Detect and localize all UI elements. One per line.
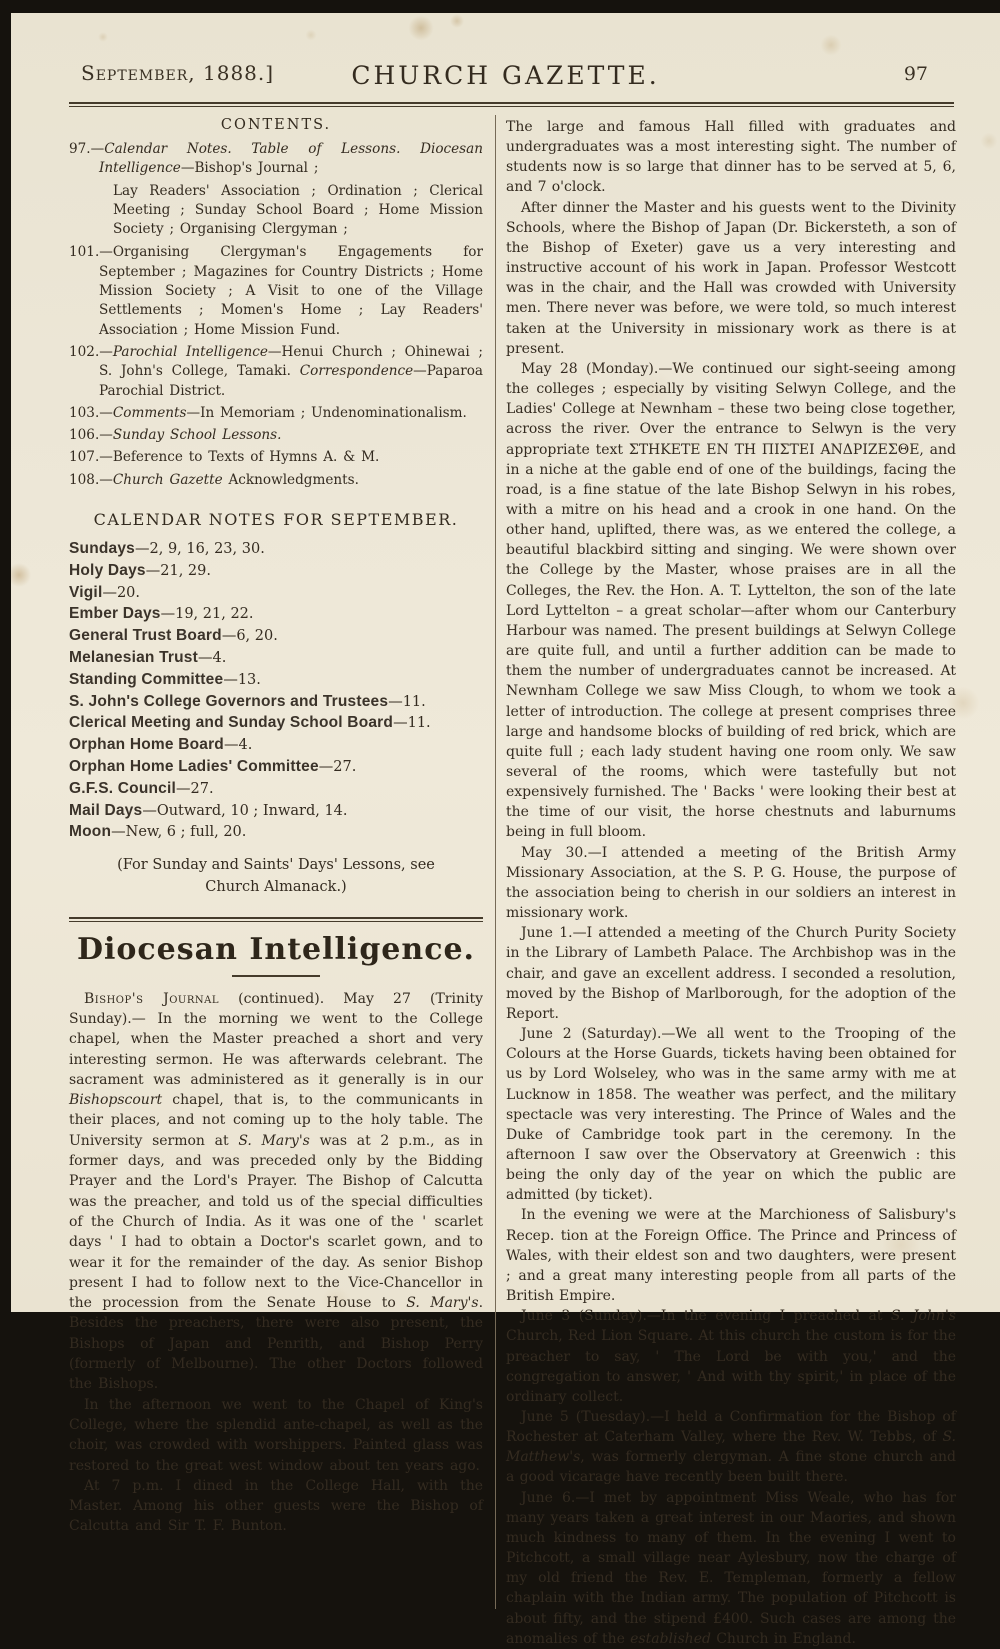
calendar-entry-label: Vigil bbox=[69, 583, 103, 601]
journal-paragraph: June 6.—I met by appointment Miss Weale, who has for many years taken a great interest in our Maories, and shown much kindness to many of them. In the evening I went to Pitchcott, a small village near Aylesbury, now the charge of my old friend the Rev. E. Templeman, formerly a fellow chaplain with the Indian army. The population of Pitchcott is about fifty, and the stipend £400. Such cases are among the anomalies of the established Church in England. bbox=[506, 1489, 956, 1647]
calendar-entry-value: —11. bbox=[393, 715, 431, 732]
calendar-entry-label: Moon bbox=[69, 823, 112, 841]
calendar-entry-label: G.F.S. Council bbox=[69, 779, 177, 797]
journal-paragraph: The large and famous Hall filled with graduates and undergraduates was a most interesting sight. The number of students now is so large that dinner has to be served at 5, 6, and 7 o'clock. bbox=[506, 119, 956, 196]
journal-paragraph: Bishop's Journal (continued). May 27 (Trinity Sunday).— In the morning we went to the College chapel, when the Master preached a short and very interesting sermon. He was afterwards celebrant. The sacrament was administered as it generally is in our Bishopscourt chapel, that is, to the communicants in their places, and not coming up to the holy table. The University sermon at S. Mary's was at 2 p.m., as in former days, and was preceded only by the Bidding Prayer and the Lord's Prayer. The Bishop of Calcutta was the preacher, and told us of the special difficulties of the Church of India. As it was one of the ' scarlet days ' I had to obtain a Doctor's scarlet gown, and to wear it for the remainder of the day. As senior Bishop present I had to follow next to the Vice-Chancellor in the procession from the Senate House to S. Mary's. Besides the preachers, there were also present, the Bishops of Japan and Penrith, and Bishop Perry (formerly of Melbourne). The other Doctors followed the Bishops. bbox=[69, 990, 484, 1393]
journal-paragraph: At 7 p.m. I dined in the College Hall, with the Master. Among his other guests were the Bishop of Calcutta and Sir T. F. Bunton. bbox=[69, 1477, 483, 1535]
calendar-entry-value: —4. bbox=[197, 650, 227, 667]
calendar-entry-value: —New, 6 ; full, 20. bbox=[111, 824, 247, 841]
issue-date: September, 1888.] bbox=[81, 61, 275, 85]
section-rule-top bbox=[69, 917, 483, 922]
journal-paragraph: June 3 (Sunday).—In the evening I preached at S. John's Church, Red Lion Square. At this church the custom is for the preacher to say, ' The Lord be with you,' and the congregation to answer, ' And with thy spirit,' in place of the ordinary collect. bbox=[506, 1308, 956, 1405]
calendar-entry-value: —27. bbox=[176, 780, 214, 797]
calendar-entry-label: Orphan Home Ladies' Committee bbox=[69, 758, 319, 776]
contents-item: Lay Readers' Association ; Ordination ; Clerical Meeting ; Sunday School Board ; Home Mission Society ; Organising Clergyman ; bbox=[113, 182, 483, 238]
calendar-heading: CALENDAR NOTES FOR SEPTEMBER. bbox=[93, 510, 459, 530]
page-title: CHURCH GAZETTE. bbox=[351, 61, 660, 90]
calendar-entry-value: —21, 29. bbox=[145, 562, 211, 579]
calendar-entry-label: Mail Days bbox=[69, 801, 143, 819]
calendar-entry-value: —13. bbox=[223, 671, 261, 688]
gazette-page bbox=[11, 13, 1000, 1647]
calendar-entry-label: Standing Committee bbox=[69, 670, 224, 688]
calendar-entry-label: S. John's College Governors and Trustees bbox=[69, 692, 389, 710]
calendar-entry-label: General Trust Board bbox=[69, 627, 222, 645]
section-heading-block bbox=[69, 917, 483, 977]
journal-paragraph: June 5 (Tuesday).—I held a Confirmation for the Bishop of Rochester at Caterham Valley, where the Rev. W. Tebbs, of S. Matthew's, was formerly clergyman. A fine stone church and a good vicarage have recently been built there. bbox=[506, 1409, 956, 1486]
section-title: Diocesan Intelligence. bbox=[76, 931, 475, 967]
calendar-list bbox=[69, 538, 483, 843]
calendar-entry-value: —19, 21, 22. bbox=[160, 606, 254, 623]
calendar-entry-label: Clerical Meeting and Sunday School Board bbox=[69, 714, 394, 732]
calendar-entry-label: Melanesian Trust bbox=[69, 649, 198, 667]
calendar-entry-value: —11. bbox=[388, 693, 426, 710]
journal-paragraph: June 1.—I attended a meeting of the Church Purity Society in the Library of Lambeth Palace. The Archbishop was in the chair, and gave an excellent address. I seconded a resolution, moved by the Bishop of Marlborough, for the adoption of the Report. bbox=[506, 925, 956, 1022]
journal-paragraph: After dinner the Master and his guests went to the Divinity Schools, where the Bishop of Japan (Dr. Bickersteth, a son of the Bishop of Exeter) gave us a very interesting and instructive account of his work in Japan. Professor Westcott was in the chair, and the Hall was crowded with University men. There never was before, we were told, so much interest taken at the University in missionary work as there is at present. bbox=[506, 199, 956, 357]
calendar-entry-label: Ember Days bbox=[69, 605, 161, 623]
calendar-entry bbox=[69, 603, 483, 625]
journal-paragraph: In the evening we were at the Marchioness of Salisbury's Recep. tion at the Foreign Office. The Prince and Princess of Wales, with their eldest son and two daughters, were present ; and a great many interesting people from all parts of the British Empire. bbox=[506, 1207, 956, 1305]
contents-item: 106.—Sunday School Lessons. bbox=[69, 427, 282, 444]
contents-list bbox=[69, 140, 483, 490]
calendar-entry bbox=[69, 582, 483, 604]
column-divider bbox=[495, 115, 496, 1609]
page-number: 97 bbox=[903, 63, 928, 85]
calendar-entry bbox=[69, 712, 483, 734]
calendar-entry bbox=[69, 669, 483, 691]
calendar-entry-value: —Outward, 10 ; Inward, 14. bbox=[142, 802, 348, 819]
calendar-entry-label: Holy Days bbox=[69, 561, 146, 579]
bishops-journal-left bbox=[69, 989, 483, 1537]
calendar-entry bbox=[69, 625, 483, 647]
contents-item: 108.—Church Gazette Acknowledgments. bbox=[69, 471, 359, 488]
calendar-entry-label: Sundays bbox=[69, 540, 136, 558]
journal-paragraph: May 28 (Monday).—We continued our sight-seeing among the colleges ; especially by visiting Selwyn College, and the Ladies' College at Newnham – these two being close together, across the river. Over the entrance to Selwyn is the very appropriate text ΣΤΗΚΕΤΕ ΕΝ ΤΗ ΠΙΣΤΕΙ ΑΝΔΡΙΖΕΣΘΕ, and in a niche at the gable end of one of the buildings, facing the road, is a fine statue of the late Bishop Selwyn in his robes, with a mitre on his head and a crook in one hand. On the other hand, uplifted, there was, as we entered the college, a beautiful blackbird sitting and singing. We were shown over the College by the Master, whose praises are in all the Colleges, the Rev. the Hon. A. T. Lyttelton, the son of the late Lord Lyttelton – a great scholar—after whom our Canterbury Harbour was named. The present buildings at Selwyn College are quite full, and until a further addition can be made to them the number of undergraduates cannot be increased. At Newnham College we saw Miss Clough, to whom we took a letter of introduction. The college at present comprises three large and handsome blocks of building of red brick, which are quite full ; each lady student having one room only. We saw several of the rooms, which were tastefully but not expensively furnished. The ' Backs ' were looking their best at the time of our visit, the horse chestnuts and laburnums being in full bloom. bbox=[506, 360, 956, 841]
journal-paragraph: In the afternoon we went to the Chapel of King's College, where the splendid ante-chapel, as well as the choir, was crowded with worshippers. Painted glass was restored to the great west window about ten years ago. bbox=[69, 1396, 483, 1474]
calendar-entry-value: —2, 9, 16, 23, 30. bbox=[135, 541, 265, 558]
section-rule-bottom bbox=[232, 975, 320, 977]
calendar-entry bbox=[69, 560, 483, 582]
page-columns bbox=[11, 107, 1000, 1649]
calendar-entry-label: Orphan Home Board bbox=[69, 736, 224, 754]
contents-heading: CONTENTS. bbox=[220, 117, 332, 133]
calendar-entry bbox=[69, 691, 483, 713]
contents-item: 103.—Comments—In Memoriam ; Undenominationalism. bbox=[69, 404, 467, 421]
contents-item: 107.—Beference to Texts of Hymns A. & M. bbox=[69, 449, 380, 466]
calendar-footnote: (For Sunday and Saints' Days' Lessons, see Church Almanack.) bbox=[117, 857, 435, 895]
contents-item: 102.—Parochial Intelligence—Henui Church ; Ohinewai ; S. John's College, Tamaki. Correspondence—Paparoa Parochial District. bbox=[69, 343, 483, 399]
left-column bbox=[69, 113, 483, 1649]
calendar-entry bbox=[69, 778, 483, 800]
calendar-entry-value: —27. bbox=[318, 759, 357, 776]
right-column bbox=[506, 113, 956, 1649]
calendar-entry bbox=[69, 734, 483, 756]
calendar-entry-value: —6, 20. bbox=[221, 628, 278, 645]
contents-item: 101.—Organising Clergyman's Engagements for September ; Magazines for Country Districts ; Home Mission Society ; A Visit to one of the Village Settlements ; Momen's Home ; Lay Readers' Association ; Home Mission Fund. bbox=[69, 244, 483, 338]
contents-item: 97.—Calendar Notes. Table of Lessons. Diocesan Intelligence—Bishop's Journal ; bbox=[69, 141, 484, 177]
journal-paragraph: May 30.—I attended a meeting of the British Army Missionary Association, at the S. P. G. House, the purpose of the association being to cherish in our soldiers an interest in missionary work. bbox=[506, 844, 956, 922]
calendar-entry bbox=[69, 647, 483, 669]
calendar-entry bbox=[69, 800, 483, 822]
calendar-entry-value: —20. bbox=[102, 584, 141, 601]
masthead bbox=[11, 13, 1000, 93]
calendar-entry bbox=[69, 821, 483, 843]
journal-paragraph: June 2 (Saturday).—We all went to the Trooping of the Colours at the Horse Guards, tickets having been obtained for us by Lord Wolseley, who was in the same army with me at Lucknow in 1858. The weather was perfect, and the military spectacle was very interesting. The Prince of Wales and the Duke of Cambridge took part in the ceremony. In the afternoon I saw over the Observatory at Greenwich : this being the only day of the year on which the public are admitted (by ticket). bbox=[506, 1026, 956, 1204]
calendar-entry bbox=[69, 756, 483, 778]
calendar-entry-value: —4. bbox=[223, 737, 253, 754]
calendar-entry bbox=[69, 538, 483, 560]
